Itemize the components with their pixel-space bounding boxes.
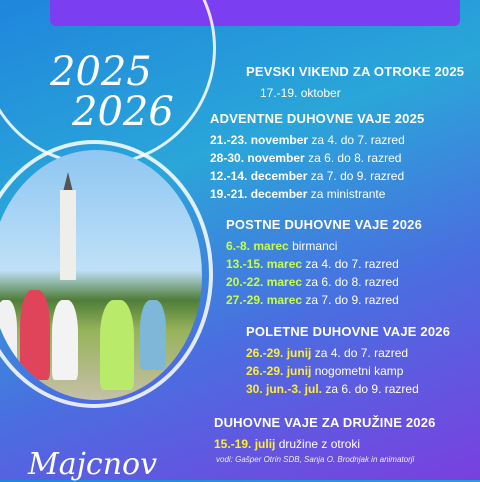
item-text: birmanci [292, 239, 338, 253]
schedule-item [226, 255, 422, 273]
item-date: 27.-29. marec [226, 293, 303, 307]
item-date: 13.-15. marec [226, 257, 303, 271]
item-date: 17.-19. oktober [260, 86, 341, 100]
item-date: 19.-21. december [210, 187, 308, 201]
item-text: družine z otroki [278, 437, 361, 451]
item-text: za ministrante [310, 187, 386, 201]
item-date: 20.-22. marec [226, 275, 303, 289]
child-figure [140, 300, 166, 370]
item-date: 12.-14. december [210, 169, 308, 183]
child-figure [52, 300, 78, 380]
item-text: za 4. do 7. razred [314, 346, 409, 360]
item-text: za 6. do 8. razred [308, 151, 402, 165]
credit-line: vodi: Gašper Otrin SDB, Sanja O. Brodnjak in animatorji [216, 455, 415, 464]
item-text: nogometni kamp [314, 364, 404, 378]
section-postne [226, 217, 422, 309]
item-text: za 7. do 9. razred [305, 293, 399, 307]
item-date: 26.-29. junij [246, 364, 312, 378]
schedule-item [210, 131, 424, 149]
item-text: za 6. do 8. razred [305, 275, 399, 289]
section-heading: PEVSKI VIKEND ZA OTROKE 2025 [246, 64, 465, 79]
section-heading: DUHOVNE VAJE ZA DRUŽINE 2026 [214, 415, 436, 430]
item-date: 21.-23. november [210, 133, 309, 147]
item-date: 28-30. november [210, 151, 305, 165]
item-text: za 6. do 9. razred [325, 382, 419, 396]
church-spire [63, 172, 73, 192]
schedule-item [226, 273, 422, 291]
schedule-item [214, 435, 436, 453]
church-tower [60, 190, 76, 280]
section-adventne [210, 111, 424, 203]
section-heading: POLETNE DUHOVNE VAJE 2026 [246, 324, 451, 339]
year-end: 2026 [72, 89, 174, 135]
schedule-item [210, 149, 424, 167]
years-heading [50, 49, 174, 135]
item-date: 6.-8. marec [226, 239, 289, 253]
schedule-item [226, 237, 422, 255]
item-date: 30. jun.-3. jul. [246, 382, 323, 396]
schedule-item [246, 362, 450, 380]
item-date: 15.-19. julij [214, 437, 276, 451]
item-text: za 7. do 9. razred [310, 169, 405, 183]
section-heading: POSTNE DUHOVNE VAJE 2026 [226, 217, 423, 232]
schedule-item [246, 344, 450, 362]
schedule-item [246, 380, 450, 398]
schedule-item [246, 84, 464, 102]
schedule-item [210, 167, 424, 185]
year-start: 2025 [50, 49, 152, 95]
signature: Majcnov [28, 447, 158, 482]
child-figure [0, 300, 17, 370]
section-pevski-vikend [246, 64, 464, 102]
item-date: 26.-29. junij [246, 346, 312, 360]
item-text: za 4. do 7. razred [311, 133, 405, 147]
child-figure [20, 290, 50, 380]
group-photo [0, 150, 202, 400]
section-heading: ADVENTNE DUHOVNE VAJE 2025 [210, 111, 425, 126]
section-druzine [214, 415, 436, 464]
schedule-item [226, 291, 422, 309]
item-text: za 4. do 7. razred [305, 257, 399, 271]
child-figure [100, 300, 134, 390]
section-poletne [246, 324, 450, 398]
schedule-item [210, 185, 424, 203]
